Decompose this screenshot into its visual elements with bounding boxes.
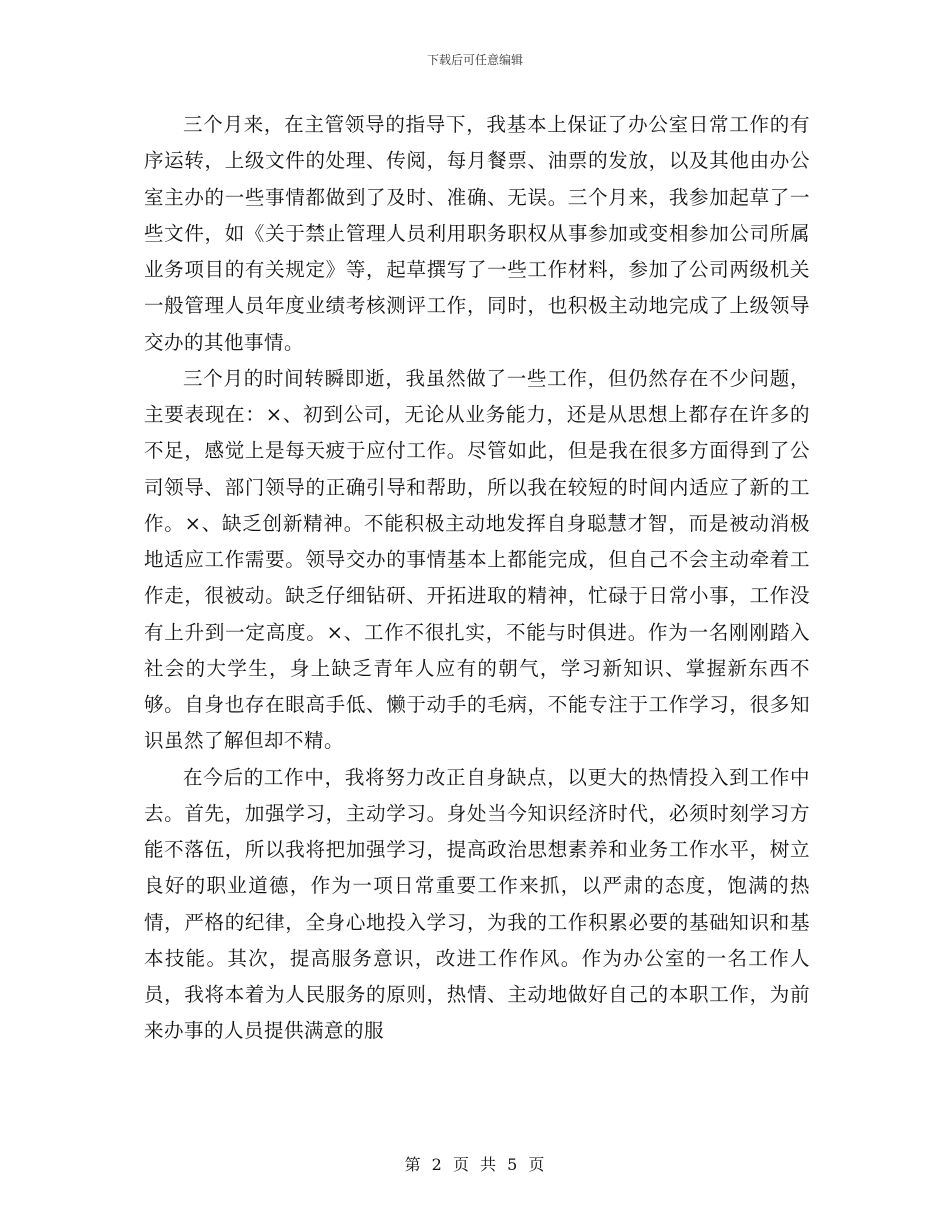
page-header-note: 下载后可任意编辑	[426, 53, 523, 67]
page-number-footer: 第 2 页 共 5 页	[404, 1155, 546, 1174]
paragraph-3: 在今后的工作中，我将努力改正自身缺点，以更大的热情投入到工作中去。首先，加强学习，主动学习。身处当今知识经济时代，必须时刻学习方能不落伍，所以我将把加强学习，提高政治思想素养和业务工作水平，树立良好的职业道德，作为一项日常重要工作来抓，以严肃的态度，饱满的热情，严格的纪律，全身心地投入学习，为我的工作积累必要的基础知识和基本技能。其次，提高服务意识，改进工作作风。作为办公室的一名工作人员，我将本着为人民服务的原则，热情、主动地做好自己的本职工作，为前来办事的人员提供满意的服	[144, 765, 810, 1043]
paragraph-1: 三个月来，在主管领导的指导下，我基本上保证了办公室日常工作的有序运转，上级文件的处理、传阅，每月餐票、油票的发放，以及其他由办公室主办的一些事情都做到了及时、准确、无误。三个月来，我参加起草了一些文件，如《关于禁止管理人员利用职务职权从事参加或变相参加公司所属业务项目的有关规定》等，起草撰写了一些工作材料，参加了公司两级机关一般管理人员年度业绩考核测评工作，同时，也积极主动地完成了上级领导交办的其他事情。	[144, 113, 810, 354]
document-body	[144, 107, 810, 1050]
paragraph-2: 三个月的时间转瞬即逝，我虽然做了一些工作，但仍然存在不少问题，主要表现在：×、初到公司，无论从业务能力，还是从思想上都存在许多的不足，感觉上是每天疲于应付工作。尽管如此，但是我在很多方面得到了公司领导、部门领导的正确引导和帮助，所以我在较短的时间内适应了新的工作。×、缺乏创新精神。不能积极主动地发挥自身聪慧才智，而是被动消极地适应工作需要。领导交办的事情基本上都能完成，但自己不会主动牵着工作走，很被动。缺乏仔细钻研、开拓进取的精神，忙碌于日常小事，工作没有上升到一定高度。×、工作不很扎实，不能与时俱进。作为一名刚刚踏入社会的大学生，身上缺乏青年人应有的朝气，学习新知识、掌握新东西不够。自身也存在眼高手低、懒于动手的毛病，不能专注于工作学习，很多知识虽然了解但却不精。	[144, 366, 810, 753]
